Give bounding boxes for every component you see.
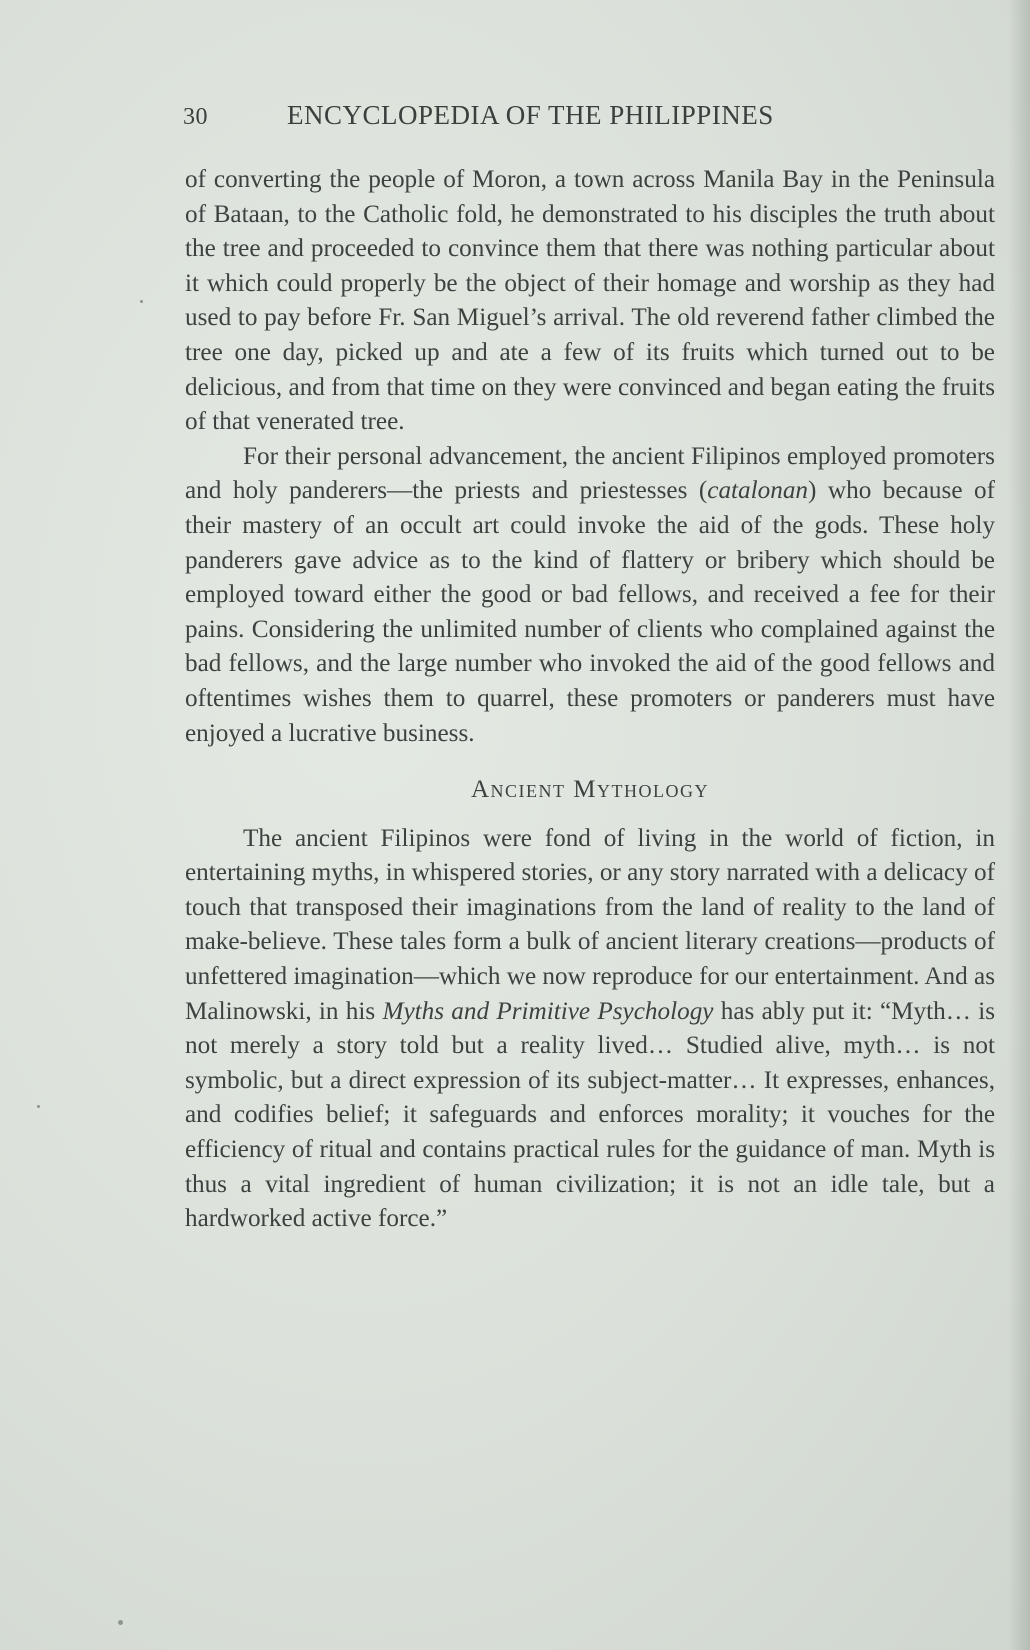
paragraph-3 [185, 822, 995, 1237]
paragraph-3-italic-title: Myths and Primitive Psychology [382, 997, 714, 1025]
paragraph-1: of converting the people of Moron, a town across Manila Bay in the Peninsula of Bataan, to the Catholic fold, he demonstrated to his disciples the truth about the tree and proceeded to convince them that there was nothing particular about it which could properly be the object of their homage and worship as they had used to pay before Fr. San Miguel’s arrival. The old reverend father climbed the tree one day, picked up and ate a few of its fruits which turned out to be delicious, and from that time on they were convinced and began eating the fruits of that venerated tree. [185, 166, 995, 436]
paragraph-2-text-a: For their personal advancement, the ancient Filipinos employed promoters and holy panderers—the priests and priestesses ( [185, 442, 995, 505]
paper-speck [118, 1620, 123, 1625]
paragraph-3-text-a: The ancient Filipinos were fond of living in the world of fiction, in entertaining myths, in whispered stories, or any story narrated with a delicacy of touch that transposed their imaginations from the land of reality to the land of make-believe. These tales form a bulk of ancient literary creations—products of unfettered imagination—which we now reproduce for our entertainment. And as Malinowski, in his [185, 824, 995, 1025]
paragraph-2-text-b: ) who because of their mastery of an occult art could invoke the aid of the gods. These holy panderers gave advice as to the kind of flattery or bribery which should be employed toward either the good or bad fellows, and received a fee for their pains. Considering the unlimited number of clients who complained against the bad fellows, and the large number who invoked the aid of the good fellows and oftentimes wishes them to quarrel, these promoters or panderers must have enjoyed a lucrative business. [185, 477, 995, 747]
page-number: 30 [183, 104, 208, 130]
paragraph-2-italic-term: catalonan [707, 477, 809, 505]
running-head [183, 100, 883, 131]
section-heading: Ancient Mythology [470, 776, 709, 804]
book-title: ENCYCLOPEDIA OF THE PHILIPPINES [287, 100, 774, 130]
paper-speck [140, 300, 143, 303]
page-edge-shadow [1008, 0, 1030, 1650]
paper-speck [37, 1105, 40, 1108]
body-text [185, 163, 995, 1237]
paragraph-3-text-b: has ably put it: “Myth… is not merely a story told but a reality lived… Studied alive, myth… is not symbolic, but a direct expression of its subject-matter… It expresses, enhances, and codifies belief; it safeguards and enforces morality; it vouches for the efficiency of ritual and contains practical rules for the guidance of man. Myth is thus a vital ingredient of human civilization; it is not an idle tale, but a hardworked active force.” [185, 997, 995, 1233]
paragraph-2 [185, 440, 995, 751]
